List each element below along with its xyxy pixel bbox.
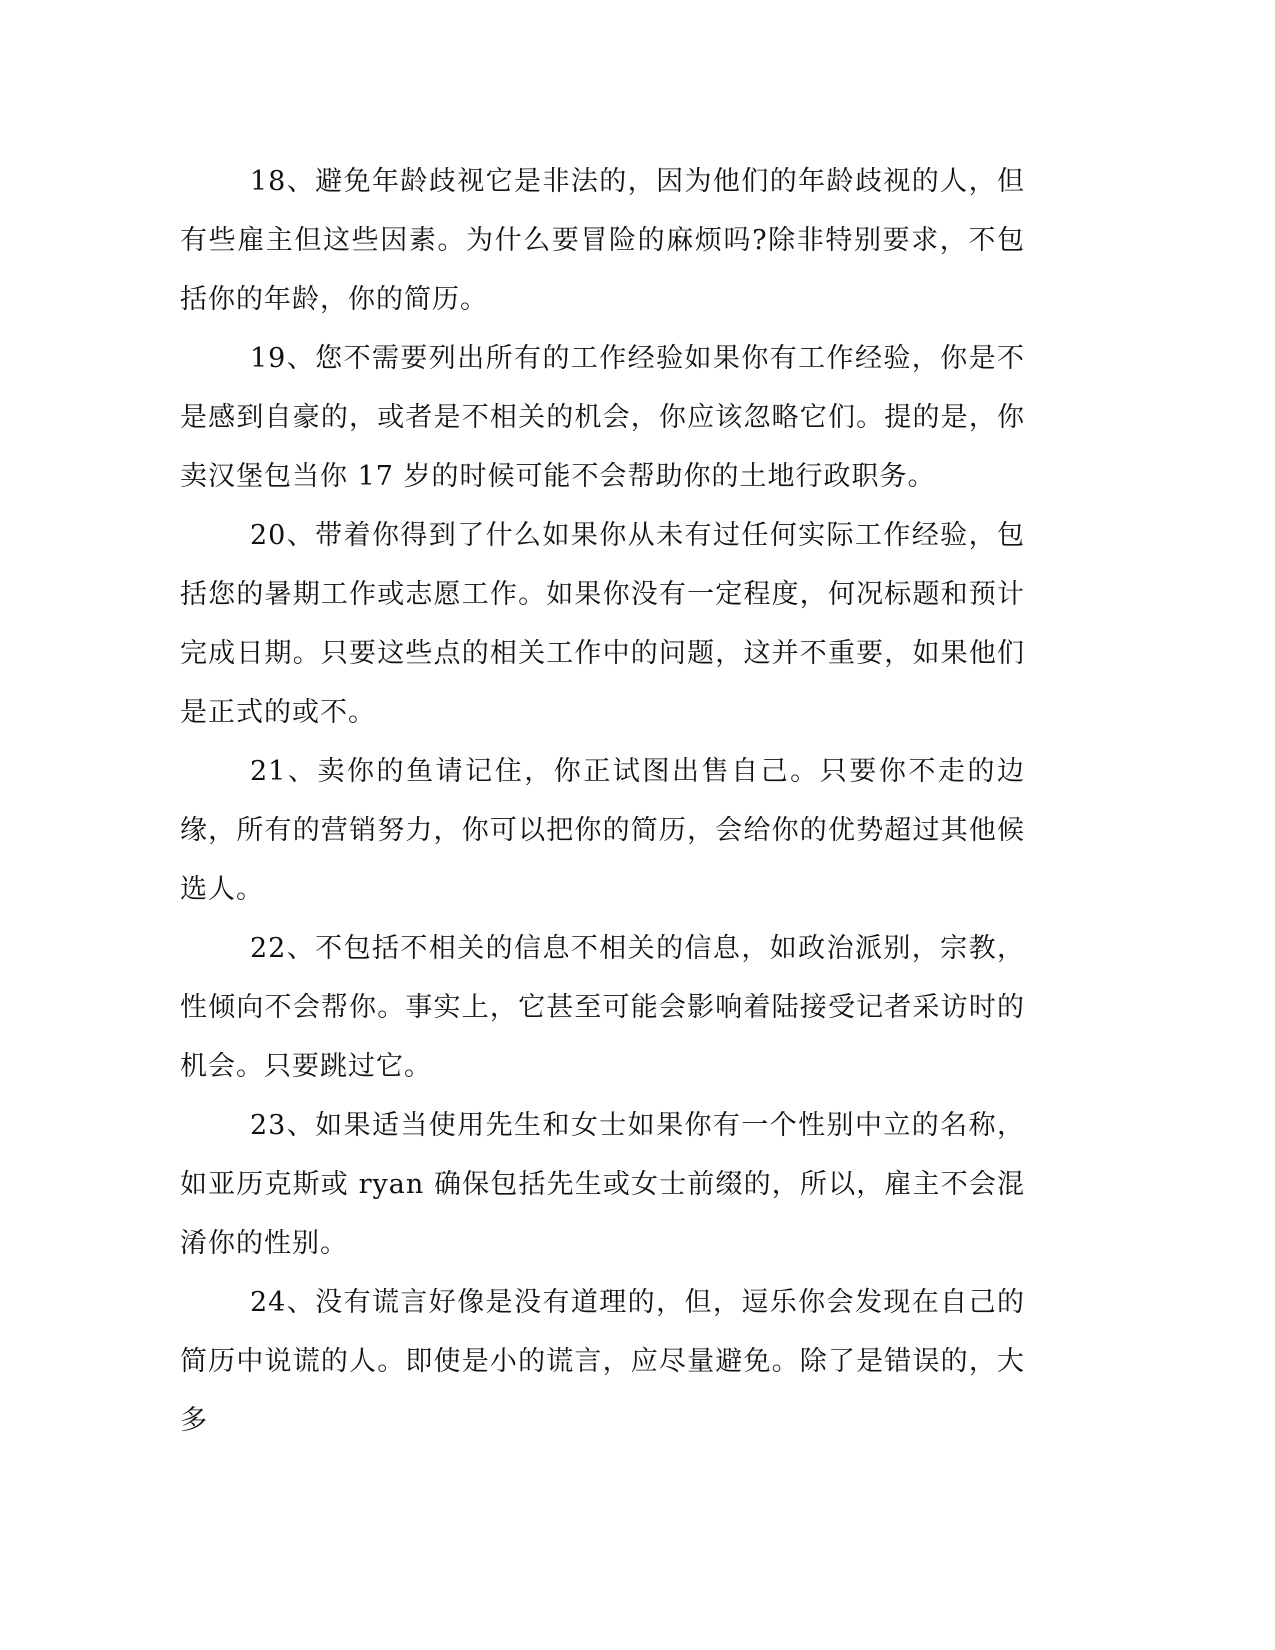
paragraph-23: 23、如果适当使用先生和女士如果你有一个性别中立的名称，如亚历克斯或 ryan 确保包括先生或女士前缀的，所以，雇主不会混淆你的性别。: [180, 1110, 1025, 1259]
paragraph-18: 18、避免年龄歧视它是非法的，因为他们的年龄歧视的人，但有些雇主但这些因素。为什么要冒险的麻烦吗?除非特别要求，不包括你的年龄，你的简历。: [180, 166, 1025, 315]
paragraph-20: 20、带着你得到了什么如果你从未有过任何实际工作经验，包括您的暑期工作或志愿工作。如果你没有一定程度，何况标题和预计完成日期。只要这些点的相关工作中的问题，这并不重要，如果他们是正式的或不。: [180, 520, 1025, 728]
paragraph-24: 24、没有谎言好像是没有道理的，但，逗乐你会发现在自己的简历中说谎的人。即使是小的谎言，应尽量避免。除了是错误的，大多: [180, 1287, 1025, 1436]
document-body: [180, 152, 1025, 1450]
paragraph-21: 21、卖你的鱼请记住，你正试图出售自己。只要你不走的边缘，所有的营销努力，你可以把你的简历，会给你的优势超过其他候选人。: [180, 756, 1025, 905]
paragraph-19: 19、您不需要列出所有的工作经验如果你有工作经验，你是不是感到自豪的，或者是不相关的机会，你应该忽略它们。提的是，你卖汉堡包当你 17 岁的时候可能不会帮助你的土地行政职务。: [180, 343, 1025, 492]
paragraph-22: 22、不包括不相关的信息不相关的信息，如政治派别，宗教，性倾向不会帮你。事实上，它甚至可能会影响着陆接受记者采访时的机会。只要跳过它。: [180, 933, 1025, 1082]
